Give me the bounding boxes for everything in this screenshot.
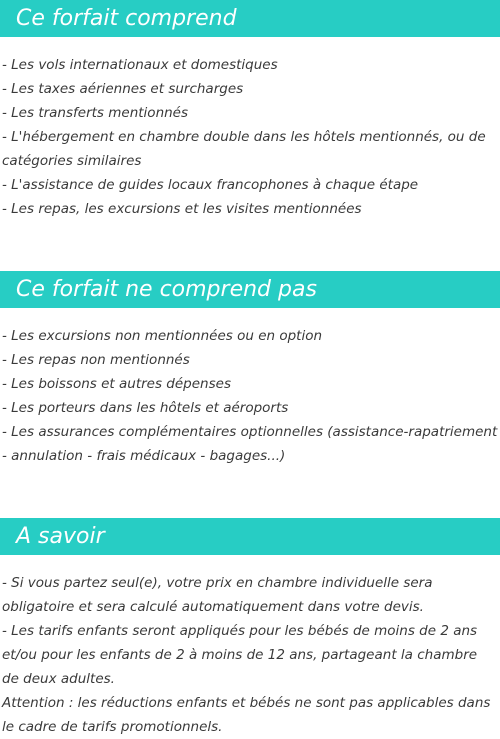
list-item: - L'assistance de guides locaux francophones à chaque étape	[2, 177, 419, 193]
included-list	[0, 53, 500, 221]
good-to-know-list	[0, 571, 500, 739]
list-item: - Les repas, les excursions et les visites mentionnées	[2, 201, 362, 217]
list-item: - Les assurances complémentaires optionnelles (assistance-rapatriement - annulation - frais médicaux - bagages...)	[2, 424, 498, 464]
list-item: - Les excursions non mentionnées ou en option	[2, 328, 323, 344]
list-item: - Les transferts mentionnés	[2, 105, 189, 121]
list-item: - Les repas non mentionnés	[2, 352, 190, 368]
list-item: - L'hébergement en chambre double dans les hôtels mentionnés, ou de catégories similaires	[2, 129, 486, 169]
list-item: - Les porteurs dans les hôtels et aéroports	[2, 400, 289, 416]
list-item: Attention : les réductions enfants et bébés ne sont pas applicables dans le cadre de tarifs promotionnels.	[2, 695, 491, 735]
list-item: - Les tarifs enfants seront appliqués pour les bébés de moins de 2 ans et/ou pour les enfants de 2 à moins de 12 ans, partageant la chambre de deux adultes.	[2, 623, 478, 687]
list-item: - Les taxes aériennes et surcharges	[2, 81, 244, 97]
section-title-good-to-know: A savoir	[0, 518, 500, 555]
list-item: - Les vols internationaux et domestiques	[2, 57, 278, 73]
list-item: - Les boissons et autres dépenses	[2, 376, 231, 392]
not-included-list	[0, 324, 500, 468]
section-title-included: Ce forfait comprend	[0, 0, 500, 37]
section-title-not-included: Ce forfait ne comprend pas	[0, 271, 500, 308]
list-item: - Si vous partez seul(e), votre prix en chambre individuelle sera obligatoire et sera calculé automatiquement dans votre devis.	[2, 575, 433, 615]
